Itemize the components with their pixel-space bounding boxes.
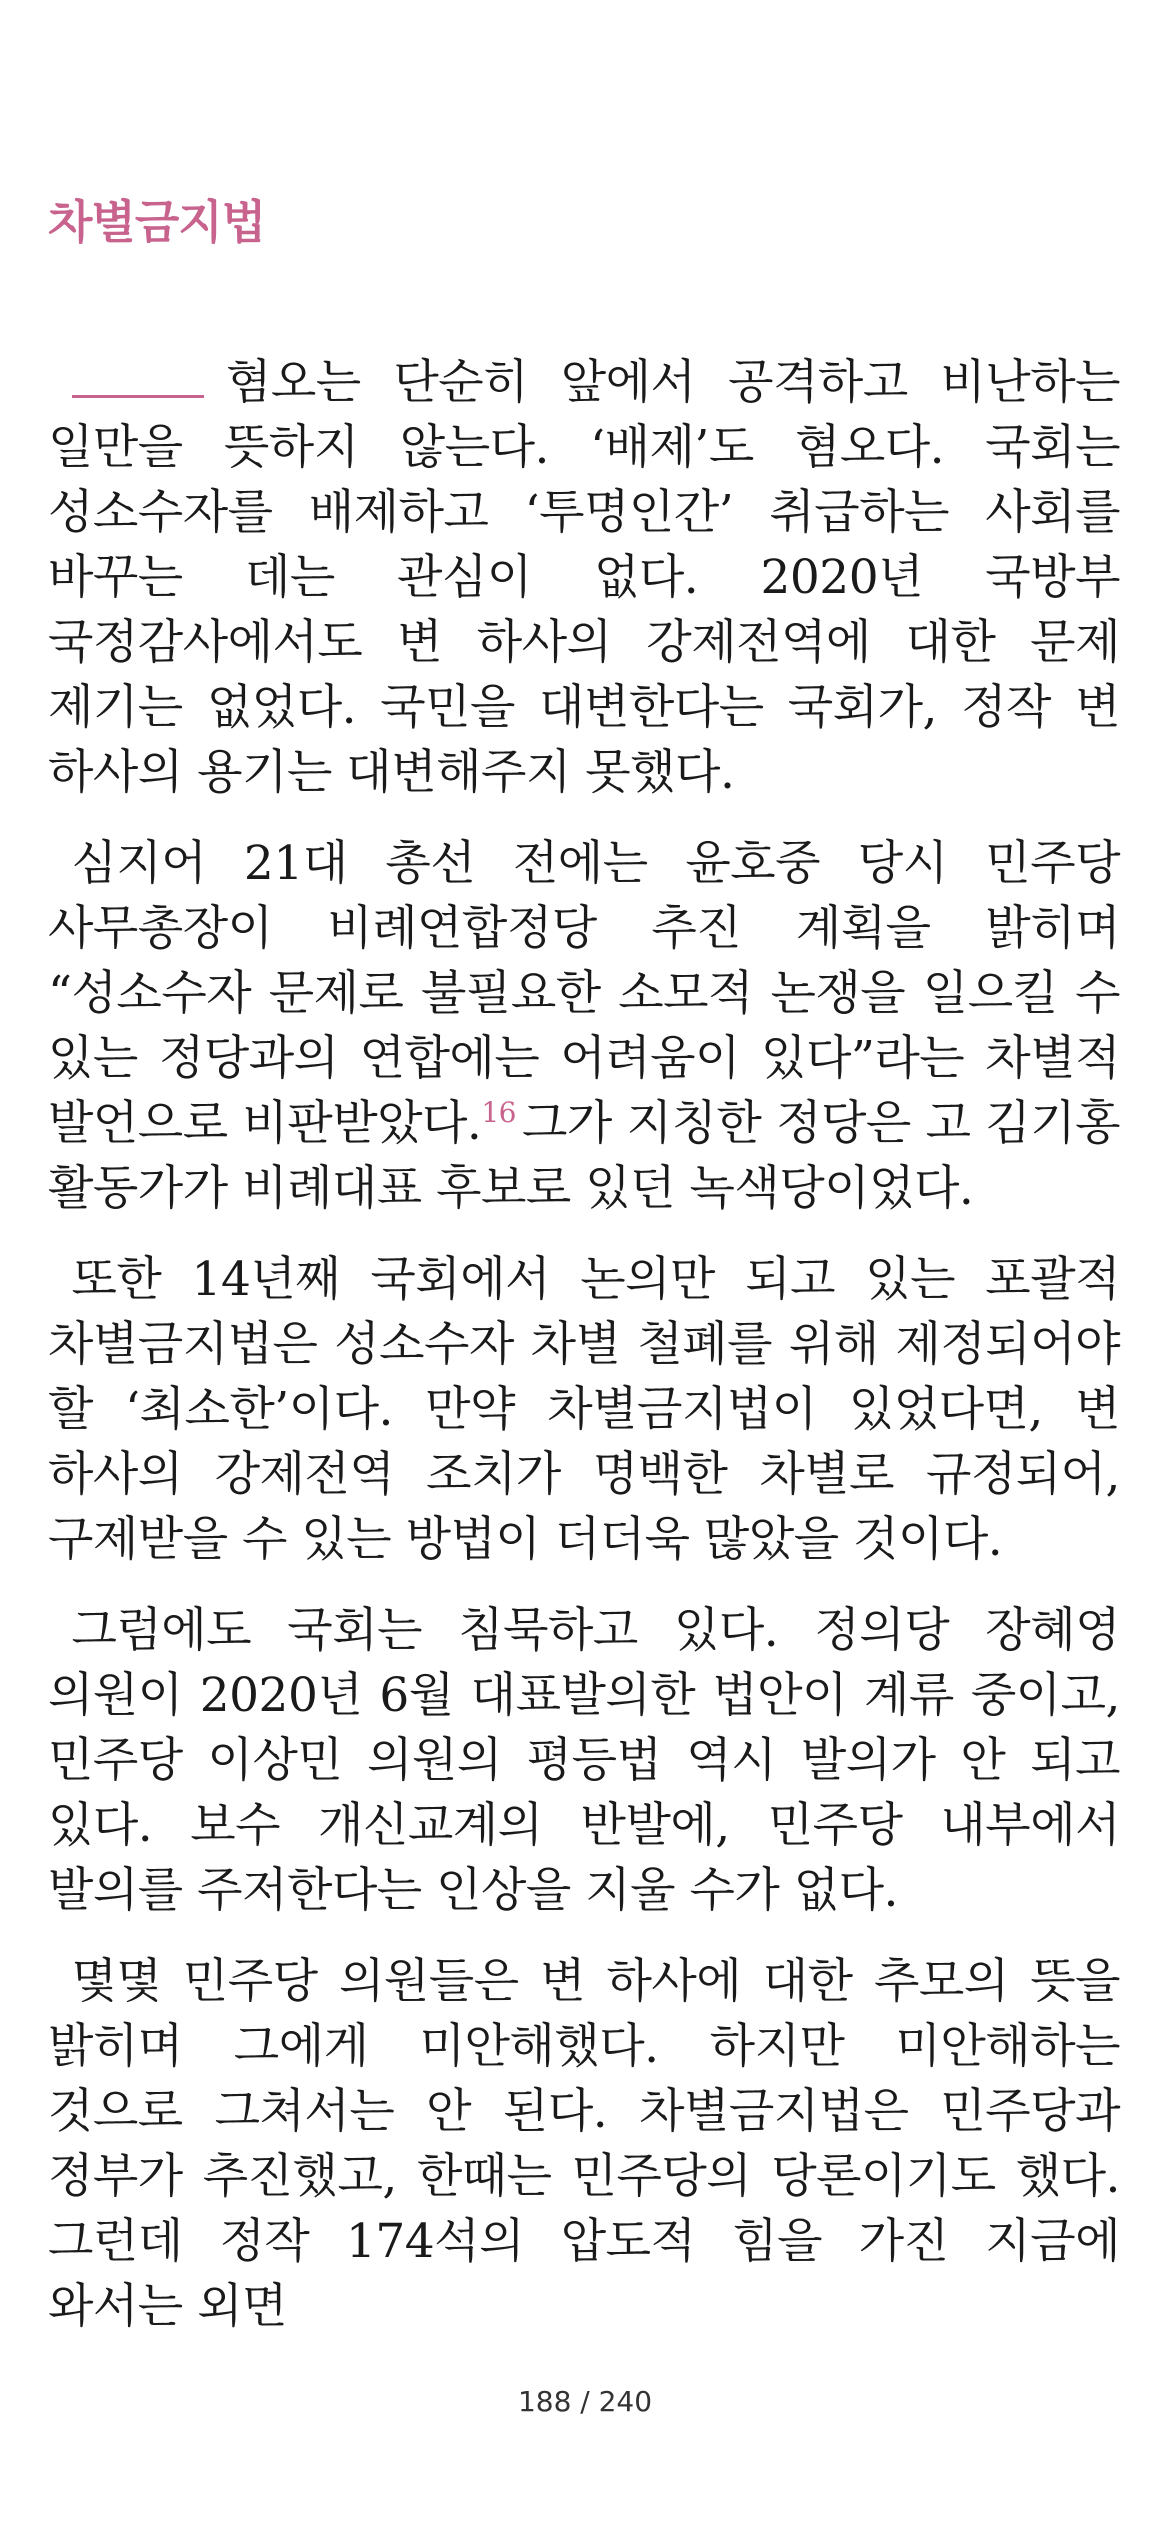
paragraph-4-text: 그럼에도 국회는 침묵하고 있다. 정의당 장혜영 의원이 2020년 6월 대표발의한 법안이 계류 중이고, 민주당 이상민 의원의 평등법 역시 발의가 안 되고 있다. 보수 개신교계의 반발에, 민주당 내부에서 발의를 주저한다는 인상을 지울 수가 없다.: [48, 1603, 1120, 1918]
footnote-link[interactable]: 16: [481, 1096, 516, 1130]
paragraph-1: [48, 350, 1120, 805]
paragraph-2-text-after: 그가 지칭한 정당은 고 김기홍 활동가가 비례대표 후보로 있던 녹색당이었다.: [48, 1096, 1120, 1216]
body-text: [48, 350, 1120, 2365]
paragraph-4: [48, 1598, 1120, 1923]
paragraph-2: [48, 831, 1120, 1221]
paragraph-1-text: 혐오는 단순히 앞에서 공격하고 비난하는 일만을 뜻하지 않는다. ‘배제’도 혐오다. 국회는 성소수자를 배제하고 ‘투명인간’ 취급하는 사회를 바꾸는 데는 관심이 없다. 2020년 국방부 국정감사에서도 변 하사의 강제전역에 대한 문제 제기는 없었다. 국민을 대변한다는 국회가, 정작 변 하사의 용기는 대변해주지 못했다.: [48, 355, 1120, 800]
paragraph-3: [48, 1247, 1120, 1572]
page-number: 188 / 240: [517, 2385, 653, 2418]
section-title: 차별금지법: [48, 195, 266, 249]
paragraph-5-text: 몇몇 민주당 의원들은 변 하사에 대한 추모의 뜻을 밝히며 그에게 미안해했다. 하지만 미안해하는 것으로 그쳐서는 안 된다. 차별금지법은 민주당과 정부가 추진했고, 한때는 민주당의 당론이기도 했다. 그런데 정작 174석의 압도적 힘을 가진 지금에 와서는 외면: [48, 1954, 1120, 2334]
paragraph-5: [48, 1949, 1120, 2339]
paragraph-2-text-before: 심지어 21대 총선 전에는 윤호중 당시 민주당 사무총장이 비례연합정당 추진 계획을 밝히며 “성소수자 문제로 불필요한 소모적 논쟁을 일으킬 수 있는 정당과의 연합에는 어려움이 있다”라는 차별적 발언으로 비판받았다.: [48, 836, 1120, 1151]
paragraph-3-text: 또한 14년째 국회에서 논의만 되고 있는 포괄적 차별금지법은 성소수자 차별 철폐를 위해 제정되어야 할 ‘최소한’이다. 만약 차별금지법이 있었다면, 변 하사의 강제전역 조치가 명백한 차별로 규정되어, 구제받을 수 있는 방법이 더더욱 많았을 것이다.: [48, 1252, 1120, 1567]
blank-underline-mark: [72, 358, 204, 398]
